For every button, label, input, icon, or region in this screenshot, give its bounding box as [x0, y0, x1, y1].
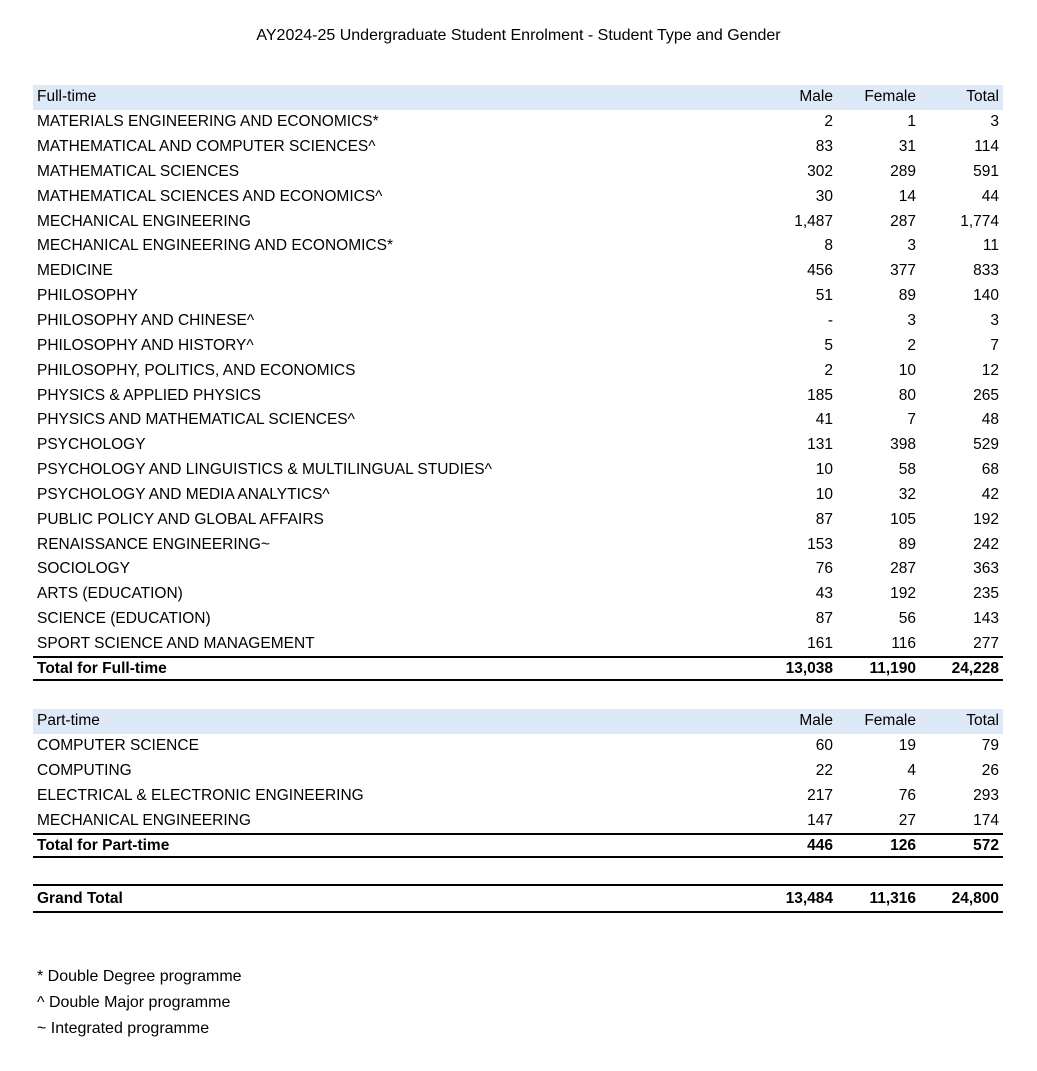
male-count: 217	[807, 786, 833, 804]
total-count: 3	[990, 312, 999, 330]
programme-name: SOCIOLOGY	[37, 560, 131, 578]
total-count: 833	[973, 262, 999, 280]
female-count: 3	[907, 312, 916, 330]
female-count: 2	[907, 336, 916, 354]
table-row	[33, 284, 1003, 309]
programme-name: PSYCHOLOGY AND MEDIA ANALYTICS^	[37, 485, 330, 503]
programme-name: PHILOSOPHY, POLITICS, AND ECONOMICS	[37, 361, 356, 379]
grand-total-label: Grand Total	[37, 889, 123, 907]
total-total: 572	[973, 836, 999, 854]
total-count: 192	[973, 510, 999, 528]
table-row	[33, 110, 1003, 135]
total-count: 235	[973, 585, 999, 603]
female-count: 4	[907, 762, 916, 780]
female-count: 377	[890, 262, 916, 280]
part-time-table	[33, 709, 1003, 858]
female-count: 398	[890, 436, 916, 454]
programme-name: MECHANICAL ENGINEERING AND ECONOMICS*	[37, 237, 393, 255]
table-row	[33, 135, 1003, 160]
female-count: 14	[898, 187, 916, 205]
grand-total-table	[33, 884, 1003, 913]
total-count: 591	[973, 162, 999, 180]
table-row	[33, 582, 1003, 607]
programme-name: PSYCHOLOGY AND LINGUISTICS & MULTILINGUAL STUDIES^	[37, 461, 492, 479]
table-row	[33, 160, 1003, 185]
table-header-row	[33, 709, 1003, 734]
total-count: 277	[973, 634, 999, 652]
column-header-female: Female	[864, 88, 916, 106]
programme-name: MECHANICAL ENGINEERING	[37, 212, 251, 230]
footnote-double-major: ^ Double Major programme	[37, 994, 231, 1011]
total-male: 446	[807, 836, 833, 854]
female-count: 89	[898, 287, 916, 305]
female-count: 27	[898, 811, 916, 829]
section-label: Part-time	[37, 712, 100, 730]
table-row	[33, 184, 1003, 209]
table-row	[33, 408, 1003, 433]
female-count: 3	[907, 237, 916, 255]
female-count: 89	[898, 535, 916, 553]
column-header-male: Male	[799, 88, 833, 106]
total-count: 1,774	[960, 212, 999, 230]
male-count: 5	[824, 336, 833, 354]
male-count: 60	[815, 737, 833, 755]
total-count: 68	[981, 461, 999, 479]
total-count: 26	[981, 762, 999, 780]
female-count: 116	[891, 634, 916, 652]
male-count: 41	[815, 411, 833, 429]
male-count: 147	[807, 811, 833, 829]
total-female: 126	[890, 836, 916, 854]
male-count: 2	[824, 361, 833, 379]
table-row	[33, 333, 1003, 358]
column-header-total: Total	[966, 88, 999, 106]
column-header-male: Male	[799, 712, 833, 730]
grand-total-male: 13,484	[785, 889, 833, 907]
full-time-table	[33, 85, 1003, 681]
table-row	[33, 458, 1003, 483]
section-label: Full-time	[37, 88, 97, 106]
total-label: Total for Full-time	[37, 659, 167, 677]
female-count: 105	[890, 510, 916, 528]
female-count: 58	[898, 461, 916, 479]
female-count: 1	[907, 113, 916, 131]
programme-name: ELECTRICAL & ELECTRONIC ENGINEERING	[37, 786, 364, 804]
programme-name: SPORT SCIENCE AND MANAGEMENT	[37, 634, 315, 652]
male-count: 1,487	[794, 212, 833, 230]
male-count: 185	[807, 386, 833, 404]
female-count: 287	[890, 212, 916, 230]
table-row	[33, 759, 1003, 784]
programme-name: PUBLIC POLICY AND GLOBAL AFFAIRS	[37, 510, 324, 528]
male-count: 161	[807, 634, 833, 652]
female-count: 287	[890, 560, 916, 578]
female-count: 19	[898, 737, 916, 755]
total-count: 363	[973, 560, 999, 578]
table-row	[33, 607, 1003, 632]
total-count: 42	[981, 485, 999, 503]
total-count: 44	[981, 187, 999, 205]
table-header-row	[33, 85, 1003, 110]
table-row	[33, 209, 1003, 234]
female-count: 7	[907, 411, 916, 429]
table-row	[33, 734, 1003, 759]
total-count: 529	[973, 436, 999, 454]
male-count: 153	[807, 535, 833, 553]
programme-name: PSYCHOLOGY	[37, 436, 146, 454]
programme-name: MECHANICAL ENGINEERING	[37, 811, 251, 829]
male-count: 2	[824, 113, 833, 131]
table-row	[33, 808, 1003, 833]
column-header-total: Total	[966, 712, 999, 730]
programme-name: RENAISSANCE ENGINEERING~	[37, 535, 270, 553]
total-label: Total for Part-time	[37, 836, 170, 854]
table-row	[33, 234, 1003, 259]
male-count: 10	[815, 485, 833, 503]
footnotes	[37, 964, 242, 1042]
table-row	[33, 557, 1003, 582]
grand-total-total: 24,800	[951, 889, 999, 907]
male-count: 10	[815, 461, 833, 479]
female-count: 76	[898, 786, 916, 804]
table-row	[33, 784, 1003, 809]
male-count: 456	[807, 262, 833, 280]
programme-name: PHYSICS & APPLIED PHYSICS	[37, 386, 261, 404]
table-row	[33, 532, 1003, 557]
male-count: 30	[815, 187, 833, 205]
male-count: 302	[807, 162, 833, 180]
female-count: 289	[890, 162, 916, 180]
male-count: 8	[824, 237, 833, 255]
programme-name: PHYSICS AND MATHEMATICAL SCIENCES^	[37, 411, 355, 429]
total-count: 48	[981, 411, 999, 429]
total-count: 114	[974, 138, 999, 156]
total-count: 140	[973, 287, 999, 305]
table-row	[33, 632, 1003, 657]
table-row	[33, 259, 1003, 284]
table-row	[33, 309, 1003, 334]
male-count: -	[827, 312, 833, 330]
total-male: 13,038	[785, 659, 833, 677]
page-title: AY2024-25 Undergraduate Student Enrolment - Student Type and Gender	[256, 27, 781, 44]
total-row	[33, 833, 1003, 858]
female-count: 32	[898, 485, 916, 503]
total-count: 12	[981, 361, 999, 379]
programme-name: MEDICINE	[37, 262, 113, 280]
total-female: 11,190	[869, 659, 916, 677]
male-count: 51	[815, 287, 833, 305]
programme-name: MATHEMATICAL SCIENCES AND ECONOMICS^	[37, 187, 383, 205]
female-count: 80	[898, 386, 916, 404]
total-count: 265	[973, 386, 999, 404]
male-count: 87	[815, 610, 833, 628]
grand-total-female: 11,316	[869, 889, 916, 907]
table-row	[33, 483, 1003, 508]
total-count: 79	[981, 737, 999, 755]
female-count: 192	[890, 585, 916, 603]
male-count: 83	[815, 138, 833, 156]
programme-name: MATHEMATICAL AND COMPUTER SCIENCES^	[37, 138, 376, 156]
footnote-double-degree: * Double Degree programme	[37, 968, 242, 985]
total-count: 7	[990, 336, 999, 354]
table-row	[33, 383, 1003, 408]
table-row	[33, 433, 1003, 458]
total-count: 3	[990, 113, 999, 131]
male-count: 87	[815, 510, 833, 528]
table-row	[33, 358, 1003, 383]
male-count: 22	[815, 762, 833, 780]
column-header-female: Female	[864, 712, 916, 730]
female-count: 31	[898, 138, 916, 156]
total-count: 242	[973, 535, 999, 553]
programme-name: SCIENCE (EDUCATION)	[37, 610, 211, 628]
male-count: 43	[815, 585, 833, 603]
programme-name: MATHEMATICAL SCIENCES	[37, 162, 240, 180]
footnote-integrated: ~ Integrated programme	[37, 1020, 210, 1037]
female-count: 56	[898, 610, 916, 628]
programme-name: COMPUTER SCIENCE	[37, 737, 199, 755]
programme-name: ARTS (EDUCATION)	[37, 585, 183, 603]
table-row	[33, 507, 1003, 532]
total-count: 11	[982, 237, 999, 255]
programme-name: MATERIALS ENGINEERING AND ECONOMICS*	[37, 113, 379, 131]
total-count: 143	[973, 610, 999, 628]
male-count: 76	[815, 560, 833, 578]
grand-total-row	[33, 884, 1003, 913]
programme-name: PHILOSOPHY AND CHINESE^	[37, 312, 255, 330]
total-total: 24,228	[951, 659, 999, 677]
male-count: 131	[807, 436, 833, 454]
total-count: 293	[973, 786, 999, 804]
female-count: 10	[898, 361, 916, 379]
total-row	[33, 656, 1003, 681]
programme-name: COMPUTING	[37, 762, 132, 780]
programme-name: PHILOSOPHY AND HISTORY^	[37, 336, 254, 354]
programme-name: PHILOSOPHY	[37, 287, 138, 305]
total-count: 174	[973, 811, 999, 829]
